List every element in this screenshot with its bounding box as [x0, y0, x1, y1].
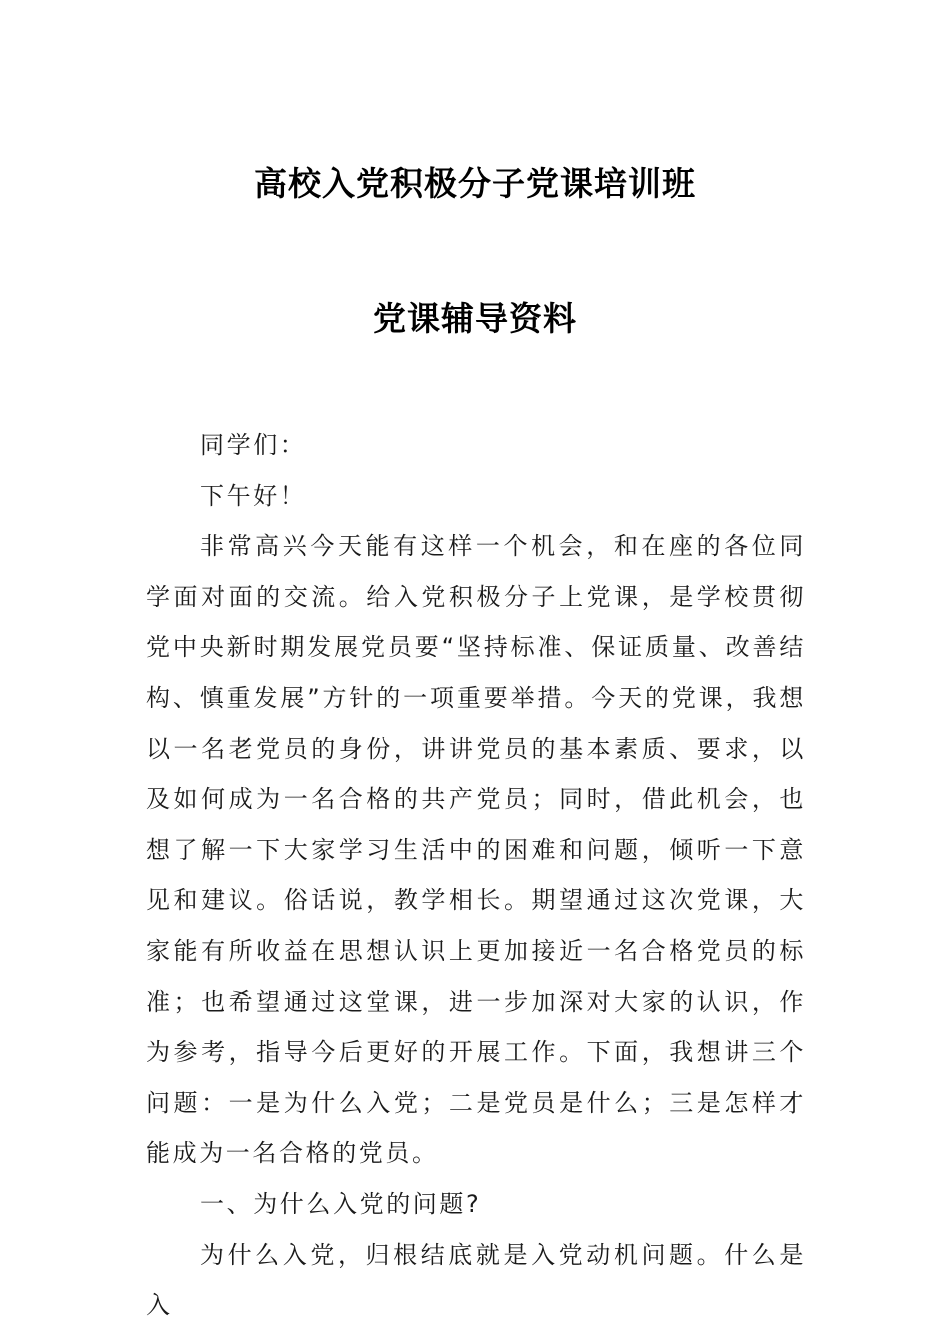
section-paragraph: 为什么入党，归根结底就是入党动机问题。什么是入: [146, 1240, 806, 1320]
document-subtitle: 党课辅导资料: [373, 299, 577, 338]
greeting-paragraph: 同学们：: [200, 431, 307, 459]
section-heading: 一、为什么入党的问题?: [200, 1189, 482, 1218]
intro-paragraph: 非常高兴今天能有这样一个机会，和在座的各位同学面对面的交流。给入党积极分子上党课，是学校贯彻党中央新时期发展党员要“坚持标准、保证质量、改善结构、慎重发展”方针的一项重要举措。今天的党课，我想以一名老党员的身份，讲讲党员的基本素质、要求，以及如何成为一名合格的共产党员；同时，借此机会，也想了解一下大家学习生活中的困难和问题，倾听一下意见和建议。俗话说，教学相长。期望通过这次党课，大家能有所收益在思想认识上更加接近一名合格党员的标准；也希望通过这堂课，进一步加深对大家的认识，作为参考，指导今后更好的开展工作。下面，我想讲三个问题：一是为什么入党；二是党员是什么；三是怎样才能成为一名合格的党员。: [146, 532, 806, 1168]
salutation-paragraph: 下午好！: [200, 481, 307, 510]
document-body: [146, 420, 806, 1331]
document-title: 高校入党积极分子党课培训班: [254, 164, 696, 203]
